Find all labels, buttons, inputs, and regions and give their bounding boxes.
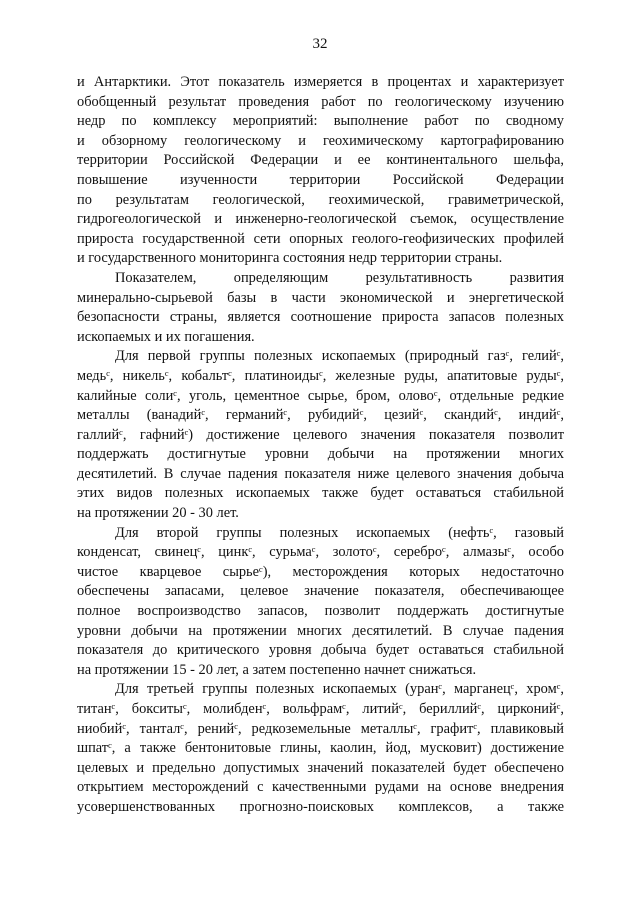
text-line: открытием месторождений с качественными рудами на основе внедрения (77, 779, 564, 796)
text-line: конденсат, свинецᶜ, цинкᶜ, сурьмаᶜ, золотоᶜ, сереброᶜ, алмазыᶜ, особо (77, 544, 564, 561)
text-line: уровни добычи на протяжении многих десятилетий. В случае падения (77, 622, 564, 639)
text-line: прироста государственной сети опорных геолого-геофизических профилей (77, 230, 564, 247)
text-line: территории Российской Федерации и ее континентального шельфа, (77, 152, 564, 169)
text-line: Для первой группы полезных ископаемых (природный газᶜ, гелийᶜ, (115, 348, 564, 365)
page-number: 32 (312, 36, 328, 52)
text-line: по результатам геологической, геохимической, гравиметрической, (77, 191, 564, 208)
text-line: чистое кварцевое сырьеᶜ), месторождения которых недостаточно (77, 563, 564, 580)
text-line: ископаемых и их погашения. (77, 328, 255, 345)
text-line: и Антарктики. Этот показатель измеряется в процентах и характеризует (77, 74, 564, 90)
body-text (77, 73, 564, 818)
text-line: металлы (ванадийᶜ, германийᶜ, рубидийᶜ, цезийᶜ, скандийᶜ, индийᶜ, (77, 407, 564, 424)
text-line: на протяжении 15 - 20 лет, а затем постепенно начнет снижаться. (77, 661, 477, 678)
text-line: усовершенствованных прогнозно-поисковых комплексов, а также (77, 798, 564, 815)
text-line: шпатᶜ, а также бентонитовые глины, каолин, йод, мусковит) достижение (77, 740, 564, 757)
text-line: на протяжении 20 - 30 лет. (77, 505, 239, 522)
text-line: и государственного мониторинга состояния недр территории страны. (77, 250, 503, 267)
text-line: и обзорному геологическому и геохимическому картографированию (77, 132, 564, 149)
text-line: обобщенный результат проведения работ по геологическому изучению (77, 93, 564, 110)
text-line: показателя до критического уровня добыча будет оставаться стабильной (77, 642, 564, 659)
text-line: Показателем, определяющим результативность развития (115, 269, 564, 286)
text-line: калийные солиᶜ, уголь, цементное сырье, бром, оловоᶜ, отдельные редкие (77, 387, 564, 404)
text-line: титанᶜ, бокситыᶜ, молибденᶜ, вольфрамᶜ, литийᶜ, бериллийᶜ, цирконийᶜ, (77, 701, 564, 717)
text-line: обеспечены запасами, целевое значение показателя, обеспечивающее (77, 583, 564, 600)
text-line: повышение изученности территории Российской Федерации (77, 171, 564, 188)
text-line: Для второй группы полезных ископаемых (нефтьᶜ, газовый (115, 524, 564, 541)
text-line: этих видов полезных ископаемых также будет оставаться стабильной (77, 485, 564, 502)
text-line: недр по комплексу мероприятий: выполнение работ по сводному (77, 113, 564, 130)
text-line: гидрогеологической и инженерно-геологической съемок, осуществление (77, 211, 564, 228)
text-line: поддержать достигнутые уровни добычи на протяжении многих (77, 446, 564, 463)
text-line: медьᶜ, никельᶜ, кобальтᶜ, платиноидыᶜ, железные руды, апатитовые рудыᶜ, (77, 367, 564, 384)
text-line: безопасности страны, является соотношение прироста запасов полезных (77, 309, 564, 326)
text-line: ниобийᶜ, танталᶜ, ренийᶜ, редкоземельные металлыᶜ, графитᶜ, плавиковый (77, 720, 564, 737)
text-line: полное воспроизводство запасов, позволит поддержать достигнутые (77, 603, 564, 620)
text-line: Для третьей группы полезных ископаемых (уранᶜ, марганецᶜ, хромᶜ, (115, 681, 564, 698)
text-line: минерально-сырьевой базы в части экономической и энергетической (77, 289, 564, 306)
text-line: десятилетий. В случае падения показателя ниже целевого значения добыча (77, 465, 564, 482)
text-line: целевых и предельно допустимых значений показателей будет обеспечено (77, 759, 564, 776)
text-line: галлийᶜ, гафнийᶜ) достижение целевого значения показателя позволит (77, 426, 564, 443)
